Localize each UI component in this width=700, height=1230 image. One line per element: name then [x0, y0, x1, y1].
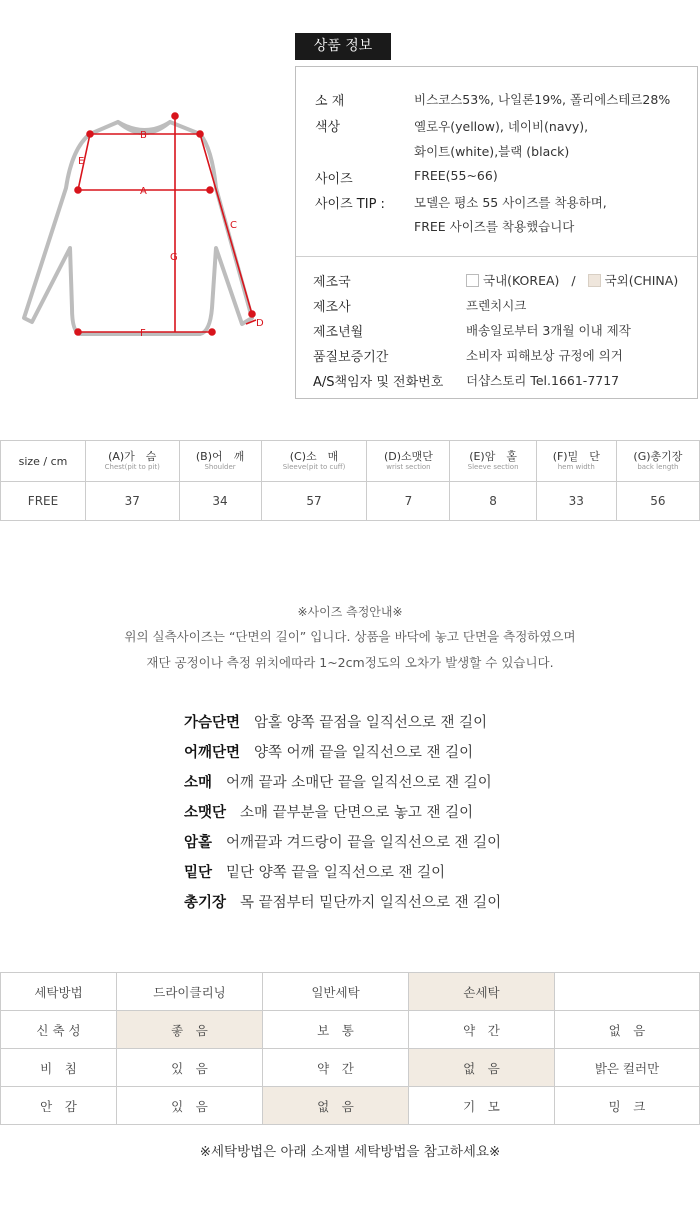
country-foreign: 국외(CHINA) [604, 273, 679, 288]
wash-row-sheer [1, 1049, 700, 1087]
foreign-checkbox [588, 274, 601, 287]
wash-cell: 밝은 컬러만 [555, 1049, 700, 1087]
wash-cell-selected: 없 음 [263, 1087, 409, 1125]
def-wrist: 소맷단 소매 끝부분을 단면으로 놓고 잰 길이 [184, 805, 474, 821]
wash-cell: 약 간 [409, 1011, 555, 1049]
country-value [466, 271, 678, 289]
wash-cell: 없 음 [555, 1011, 700, 1049]
as-value: 더샵스토리 Tel.1661-7717 [466, 373, 620, 388]
date-label: 제조년월 [313, 325, 364, 340]
material-label: 소 재 [315, 94, 345, 109]
warranty-label: 품질보증기간 [313, 350, 389, 365]
size-tip-line1: 모델은 평소 55 사이즈를 착용하며, [414, 195, 607, 210]
def-hem: 밑단 밑단 양쪽 끝을 일직선으로 잰 길이 [184, 865, 446, 881]
size-tip-label: 사이즈 TIP : [315, 197, 385, 212]
header-length: (G)총기장 back length [616, 441, 699, 482]
size-label: 사이즈 [315, 172, 353, 187]
header-wrist: (D)소맷단 wrist section [367, 441, 450, 482]
color-label: 색상 [315, 120, 341, 135]
value-shoulder: 34 [179, 482, 261, 521]
def-shoulder: 어깨단면 양쪽 어깨 끝을 일직선으로 잰 길이 [184, 745, 474, 761]
color-value-line1: 옐로우(yellow), 네이비(navy), [414, 119, 589, 134]
size-table-row [1, 482, 700, 521]
measure-title: ※사이즈 측정안내※ [297, 605, 403, 619]
wash-row-method [1, 973, 700, 1011]
size-table-header [1, 441, 700, 482]
label-a: A [140, 186, 147, 197]
material-value: 비스코스53%, 나일론19%, 폴리에스테르28% [414, 92, 671, 107]
def-sleeve: 소매 어깨 끝과 소매단 끝을 일직선으로 잰 길이 [184, 775, 492, 791]
label-d: D [256, 318, 264, 329]
country-label: 제조국 [313, 275, 351, 290]
wash-label-method: 세탁방법 [1, 973, 117, 1011]
value-hem: 33 [536, 482, 616, 521]
wash-cell: 일반세탁 [263, 973, 409, 1011]
value-armhole: 8 [450, 482, 536, 521]
wash-row-stretch [1, 1011, 700, 1049]
label-e: E [78, 156, 85, 167]
product-info-tab: 상품 정보 [295, 33, 391, 60]
size-corner-cell: size / cm [1, 441, 86, 482]
measure-line1: 위의 실측사이즈는 “단면의 길이” 입니다. 상품을 바닥에 놓고 단면을 측정하였으며 [124, 629, 576, 644]
wash-cell: 약 간 [263, 1049, 409, 1087]
size-tip-line2: FREE 사이즈를 착용했습니다 [414, 219, 575, 234]
wash-cell-selected: 좋 음 [117, 1011, 263, 1049]
wash-cell: 있 음 [117, 1087, 263, 1125]
wash-label-stretch: 신 축 성 [1, 1011, 117, 1049]
country-separator: / [571, 273, 576, 288]
sweater-outline [24, 122, 252, 334]
label-b: B [140, 130, 147, 141]
wash-cell-selected: 없 음 [409, 1049, 555, 1087]
header-armhole: (E)암 홀 Sleeve section [450, 441, 536, 482]
value-sleeve: 57 [261, 482, 367, 521]
color-value-line2: 화이트(white),블랙 (black) [414, 144, 570, 159]
header-sleeve: (C)소 매 Sleeve(pit to cuff) [261, 441, 367, 482]
wash-cell-selected: 손세탁 [409, 973, 555, 1011]
wash-row-lining [1, 1087, 700, 1125]
wash-label-sheer: 비 침 [1, 1049, 117, 1087]
wash-label-lining: 안 감 [1, 1087, 117, 1125]
maker-value: 프렌치시크 [466, 298, 527, 313]
washing-footnote: ※세탁방법은 아래 소재별 세탁방법을 참고하세요※ [199, 1144, 501, 1160]
garment-measurement-diagram [20, 108, 290, 348]
label-f: F [140, 328, 146, 339]
wash-cell: 기 모 [409, 1087, 555, 1125]
value-chest: 37 [86, 482, 180, 521]
wash-cell-empty [555, 973, 700, 1011]
def-chest: 가슴단면 암홀 양쪽 끝점을 일직선으로 잰 길이 [184, 715, 488, 731]
domestic-checkbox [466, 274, 479, 287]
country-domestic: 국내(KOREA) [483, 273, 560, 288]
measure-line2: 재단 공정이나 측정 위치에따라 1~2cm정도의 오차가 발생할 수 있습니다. [146, 655, 554, 670]
warranty-value: 소비자 피해보상 규정에 의거 [466, 348, 623, 363]
value-wrist: 7 [367, 482, 450, 521]
def-length: 총기장 목 끝점부터 밑단까지 일직선으로 잰 길이 [184, 895, 502, 911]
washing-table [0, 972, 700, 1125]
value-length: 56 [616, 482, 699, 521]
info-divider [296, 256, 697, 257]
header-chest: (A)가 슴 Chest(pit to pit) [86, 441, 180, 482]
size-table [0, 440, 700, 521]
wash-cell: 밍 크 [555, 1087, 700, 1125]
label-c: C [230, 220, 237, 231]
header-hem: (F)밑 단 hem width [536, 441, 616, 482]
wash-cell: 있 음 [117, 1049, 263, 1087]
maker-label: 제조사 [313, 300, 351, 315]
date-value: 배송일로부터 3개월 이내 제작 [466, 323, 631, 338]
size-row-label: FREE [1, 482, 86, 521]
header-shoulder: (B)어 깨 Shoulder [179, 441, 261, 482]
def-armhole: 암홀 어깨끝과 겨드랑이 끝을 일직선으로 잰 길이 [184, 835, 502, 851]
label-g: G [170, 252, 178, 263]
wash-cell: 드라이클리닝 [117, 973, 263, 1011]
wash-cell: 보 통 [263, 1011, 409, 1049]
as-label: A/S책임자 및 전화번호 [313, 375, 444, 390]
size-value: FREE(55~66) [414, 168, 498, 183]
